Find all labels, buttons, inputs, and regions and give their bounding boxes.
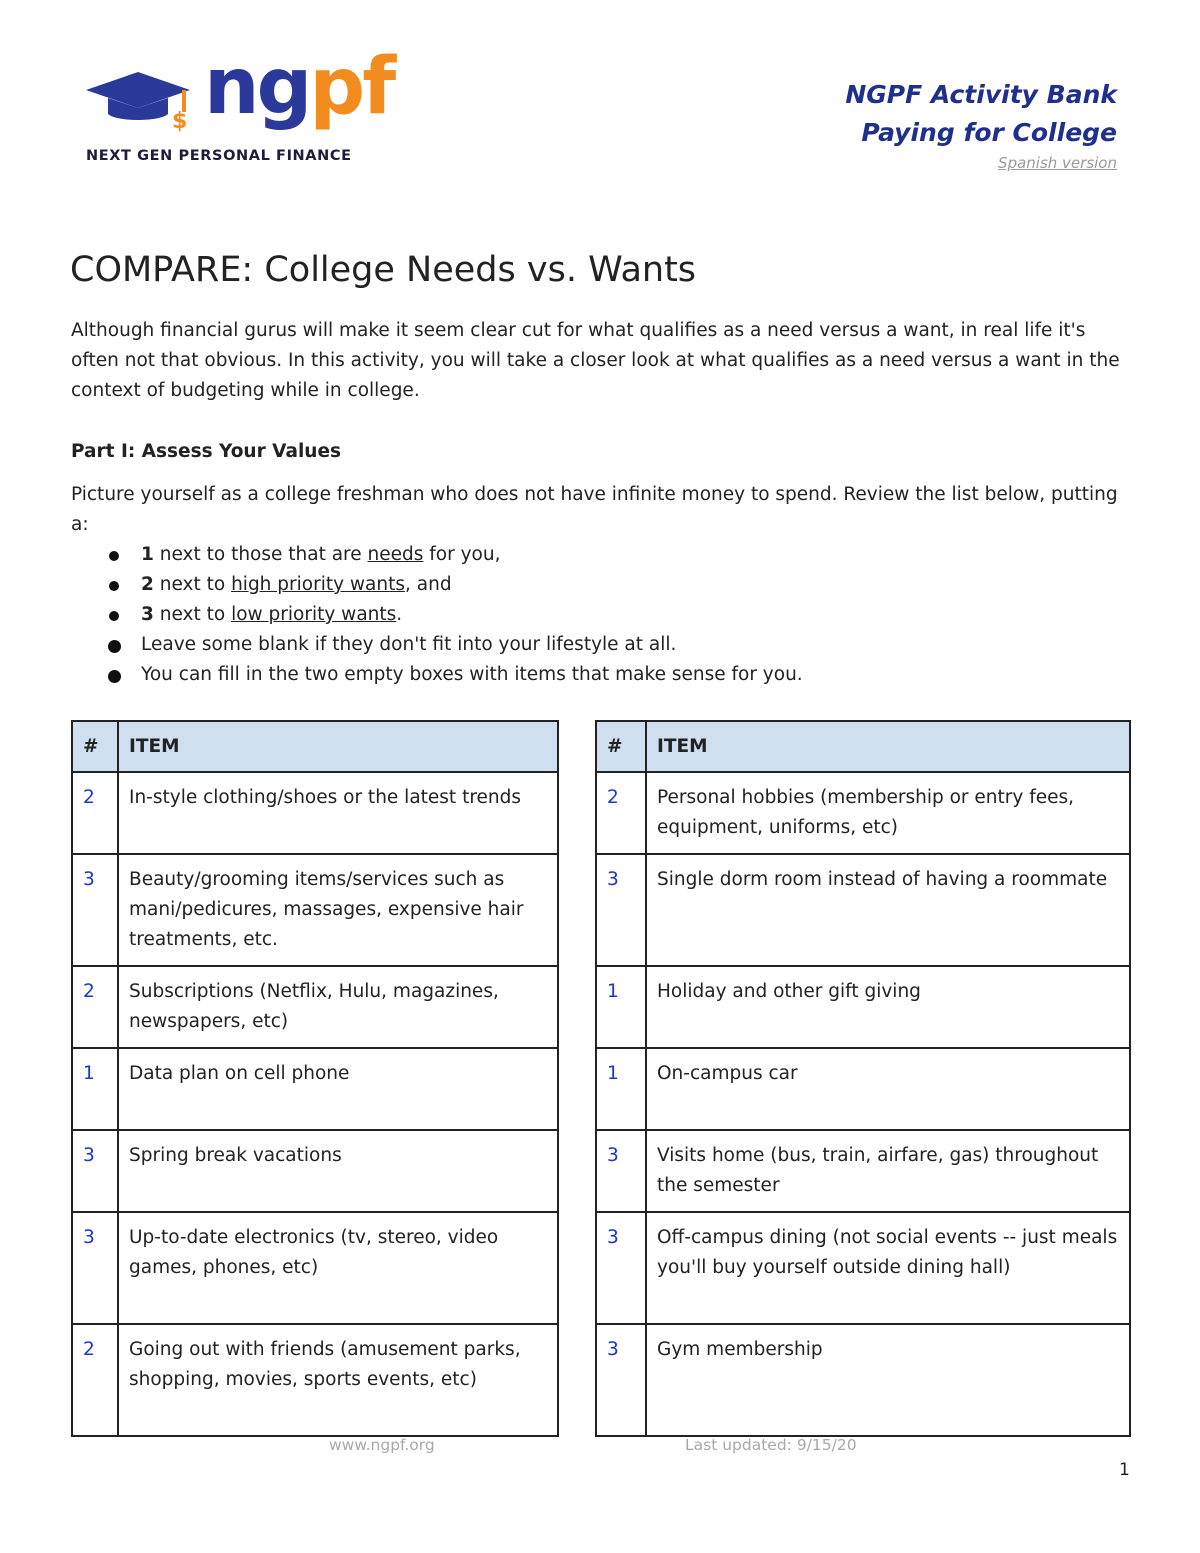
instruction-text: for you, <box>423 544 501 565</box>
table-row <box>596 966 1130 1048</box>
logo-tagline: NEXT GEN PERSONAL FINANCE <box>86 148 352 164</box>
rank-cell[interactable]: 2 <box>72 1324 118 1436</box>
rank-cell[interactable]: 3 <box>72 1130 118 1212</box>
num-column-header: # <box>72 721 118 772</box>
page-title: COMPARE: College Needs vs. Wants <box>70 250 697 290</box>
item-cell: Holiday and other gift giving <box>646 966 1130 1048</box>
item-cell: Spring break vacations <box>118 1130 558 1212</box>
table-row <box>72 772 558 854</box>
rank-cell[interactable]: 3 <box>72 854 118 966</box>
table-row <box>596 1130 1130 1212</box>
instruction-list <box>71 540 1131 690</box>
table-row <box>596 1212 1130 1324</box>
item-column-header: ITEM <box>118 721 558 772</box>
rank-cell[interactable]: 2 <box>72 966 118 1048</box>
rank-3-label: 3 <box>141 604 154 625</box>
logo-pf: pf <box>309 42 394 132</box>
instruction-text: next to <box>153 604 232 625</box>
instruction-low-want <box>105 600 1131 630</box>
rank-cell[interactable]: 3 <box>596 1324 646 1436</box>
rank-cell[interactable]: 3 <box>72 1212 118 1324</box>
table-header-row <box>72 721 558 772</box>
rank-cell[interactable]: 3 <box>596 1130 646 1212</box>
rank-cell[interactable]: 2 <box>72 772 118 854</box>
ngpf-logo <box>86 42 394 172</box>
instruction-text: , and <box>405 574 452 595</box>
instruction-empty-boxes: You can fill in the two empty boxes with items that make sense for you. <box>105 660 1131 690</box>
table-row <box>72 854 558 966</box>
item-cell: Visits home (bus, train, airfare, gas) throughout the semester <box>646 1130 1130 1212</box>
low-priority-term: low priority wants <box>231 604 397 625</box>
item-cell: Single dorm room instead of having a roommate <box>646 854 1130 966</box>
rank-1-label: 1 <box>141 544 154 565</box>
item-column-header: ITEM <box>646 721 1130 772</box>
instruction-need <box>105 540 1131 570</box>
table-row <box>596 854 1130 966</box>
logo-ng: ng <box>204 42 310 132</box>
high-priority-term: high priority wants <box>231 574 406 595</box>
rank-cell[interactable]: 3 <box>596 854 646 966</box>
activity-bank-title: NGPF Activity Bank <box>845 80 1117 109</box>
items-table-left <box>71 720 559 1437</box>
item-cell: Subscriptions (Netflix, Hulu, magazines, newspapers, etc) <box>118 966 558 1048</box>
item-cell: Up-to-date electronics (tv, stereo, video games, phones, etc) <box>118 1212 558 1324</box>
instruction-text: next to <box>153 574 232 595</box>
table-row <box>596 772 1130 854</box>
table-row <box>72 1048 558 1130</box>
item-cell: Personal hobbies (membership or entry fees, equipment, uniforms, etc) <box>646 772 1130 854</box>
table-row <box>72 1212 558 1324</box>
item-cell: In-style clothing/shoes or the latest trends <box>118 772 558 854</box>
item-cell: Off-campus dining (not social events -- just meals you'll buy yourself outside dining hall) <box>646 1212 1130 1324</box>
topic-title: Paying for College <box>861 118 1117 147</box>
instruction-text: next to those that are <box>153 544 368 565</box>
rank-cell[interactable]: 1 <box>72 1048 118 1130</box>
item-cell: Gym membership <box>646 1324 1130 1436</box>
page-number: 1 <box>1119 1460 1130 1480</box>
table-row <box>596 1324 1130 1436</box>
spanish-version-link[interactable]: Spanish version <box>998 154 1117 172</box>
intro-paragraph: Although financial gurus will make it seem clear cut for what qualifies as a need versus a want, in real life it's often not that obvious. In this activity, you will take a closer look at what qualifies as a need versus a want in the context of budgeting while in college. <box>71 320 1120 401</box>
footer-url[interactable]: www.ngpf.org <box>329 1436 435 1454</box>
table-row <box>596 1048 1130 1130</box>
rank-cell[interactable]: 2 <box>596 772 646 854</box>
items-table-right <box>595 720 1131 1437</box>
rank-cell[interactable]: 1 <box>596 1048 646 1130</box>
part-1-heading: Part I: Assess Your Values <box>71 441 342 462</box>
item-cell: Going out with friends (amusement parks, shopping, movies, sports events, etc) <box>118 1324 558 1436</box>
instruction-text: . <box>396 604 403 625</box>
needs-term: needs <box>367 544 424 565</box>
footer-updated: Last updated: 9/15/20 <box>685 1436 857 1454</box>
instruction-high-want <box>105 570 1131 600</box>
instructions <box>71 480 1131 690</box>
rank-cell[interactable]: 3 <box>596 1212 646 1324</box>
instructions-prompt: Picture yourself as a college freshman who does not have infinite money to spend. Review the list below, putting a: <box>71 484 1118 535</box>
item-cell: Data plan on cell phone <box>118 1048 558 1130</box>
rank-2-label: 2 <box>141 574 154 595</box>
num-column-header: # <box>596 721 646 772</box>
rank-cell[interactable]: 1 <box>596 966 646 1048</box>
svg-text:$: $ <box>172 109 188 134</box>
header-right <box>845 76 1117 172</box>
table-row <box>72 966 558 1048</box>
instruction-blank: Leave some blank if they don't fit into your lifestyle at all. <box>105 630 1131 660</box>
table-row <box>72 1324 558 1436</box>
table-row <box>72 1130 558 1212</box>
table-header-row <box>596 721 1130 772</box>
item-cell: Beauty/grooming items/services such as mani/pedicures, massages, expensive hair treatments, etc. <box>118 854 558 966</box>
item-cell: On-campus car <box>646 1048 1130 1130</box>
graduation-cap-icon <box>86 68 201 138</box>
logo-wordmark <box>204 42 394 132</box>
